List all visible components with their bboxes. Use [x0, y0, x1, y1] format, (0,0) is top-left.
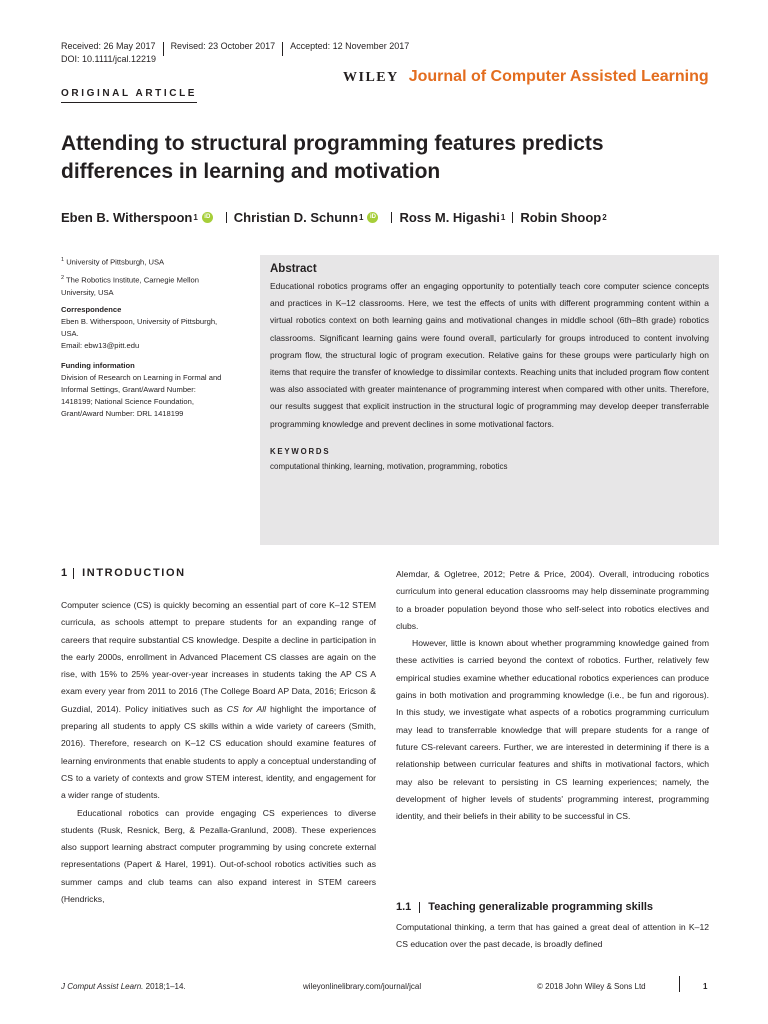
paragraph: Computational thinking, a term that has gained a great deal of attention in K–12 CS education over the past decade, is broadly defined — [396, 922, 709, 950]
footer-url[interactable]: wileyonlinelibrary.com/journal/jcal — [303, 982, 422, 991]
footer-citation — [61, 982, 186, 991]
footer-copyright: © 2018 John Wiley & Sons Ltd — [537, 982, 646, 991]
subsection-number: 1.1 — [396, 901, 412, 913]
funding-line: 1418199; National Science Foundation, — [61, 397, 194, 406]
funding — [61, 360, 246, 420]
affiliation-text: University of Pittsburgh, USA — [66, 257, 165, 267]
affiliation-number: 2 — [61, 275, 65, 281]
divider — [679, 976, 680, 992]
body-column-left — [61, 597, 376, 908]
keywords: computational thinking, learning, motivation, programming, robotics — [270, 461, 508, 471]
divider — [226, 212, 227, 223]
citation-volume: 2018;1–14. — [145, 982, 186, 991]
funding-line: Division of Research on Learning in Formal and — [61, 373, 222, 382]
divider — [282, 42, 283, 56]
author-affiliation: 2 — [602, 213, 607, 222]
received-date: Received: 26 May 2017 — [61, 41, 156, 51]
correspondence-line: Eben B. Witherspoon, University of Pittsburgh, — [61, 317, 218, 326]
publisher-logo: WILEY — [343, 70, 399, 85]
funding-line: Informal Settings, Grant/Award Number: — [61, 385, 196, 394]
author-affiliation: 1 — [500, 213, 506, 222]
journal-brand — [343, 68, 709, 86]
publication-dates — [61, 36, 416, 56]
subsection-heading — [396, 901, 653, 913]
paragraph: Computer science (CS) is quickly becoming an essential part of core K–12 STEM curricula, as schools attempt to prepare students for an expanding range of careers that require substantial CS knowledge. Despite a decline in participation in the early 2000s, enrollment in Advanced Placement CS classes are again on the rise, with 15% to 25% year-over-year increases in students taking the AP CS A exam every year from 2011 to 2016 (The College Board AP Data, 2016; Ericson & Guzdial, 2014). Policy initiatives such as CS for All highlight the importance of preparing all students to apply CS skills within a wide variety of careers (Smith, 2016). Therefore, research on K–12 CS education should examine features of learning environments that enable students to apply a conceptual understanding of CS to a variety of contexts and grow STEM interest, identity, and engagement for a wider range of students. — [61, 600, 376, 801]
divider — [512, 212, 513, 223]
section-number: 1 — [61, 567, 68, 579]
author-name[interactable]: Eben B. Witherspoon — [61, 210, 193, 225]
funding-heading: Funding information — [61, 361, 135, 370]
author-name[interactable]: Christian D. Schunn — [233, 210, 359, 225]
funding-line: Grant/Award Number: DRL 1418199 — [61, 409, 184, 418]
paragraph: Alemdar, & Ogletree, 2012; Petre & Price, 2004). Overall, introducing robotics curriculum into general education classrooms may help disseminate programming to a broader population beyond those who self-select into robotics electives and clubs. — [396, 569, 709, 631]
author-name[interactable]: Robin Shoop — [520, 210, 602, 225]
article-title: Attending to structural programming features predicts differences in learning and motivation — [61, 132, 604, 183]
author-list — [61, 210, 607, 225]
affiliation-text: University, USA — [61, 287, 114, 297]
abstract-text: Educational robotics programs offer an engaging opportunity to potentially teach core computer science concepts and practices in K–12 classrooms. Here, we test the effects of units with different programming content within a virtual robotics context on both learning gains and motivational changes in middle school (6th–8th grade) robotics classrooms. Significant learning gains were found overall, particularly for groups introduced to content involving program flow, the structural logic of program execution. Relative gains for these groups were particularly high on items that require the transfer of knowledge to dissimilar contexts. Reaching units that included program flow content was also associated with greater maintenance of programming interest when compared with other units. Therefore, our results suggest that explicit instruction in the structural logic of programming may develop deeper transferrable programming knowledge and prevent declines in some motivational factors. — [270, 281, 709, 429]
accepted-date: Accepted: 12 November 2017 — [290, 41, 410, 51]
emphasis: CS for All — [226, 703, 267, 714]
subsection-title: Teaching generalizable programming skills — [428, 901, 654, 913]
journal-name: Journal of Computer Assisted Learning — [408, 68, 709, 85]
affiliation-number: 1 — [61, 257, 65, 263]
correspondence-email[interactable]: Email: ebw13@pitt.edu — [61, 341, 140, 350]
body-column-right-continued — [396, 919, 709, 954]
orcid-icon[interactable]: iD — [367, 212, 378, 223]
divider — [419, 902, 420, 913]
abstract-heading: Abstract — [270, 263, 317, 275]
affiliation-text: The Robotics Institute, Carnegie Mellon — [66, 275, 200, 285]
affiliation-1 — [61, 254, 246, 269]
citation-journal: J Comput Assist Learn. — [61, 982, 144, 991]
article-type: ORIGINAL ARTICLE — [61, 88, 197, 103]
affiliation-2 — [61, 272, 246, 299]
section-heading — [61, 567, 186, 579]
revised-date: Revised: 23 October 2017 — [170, 41, 276, 51]
correspondence-line: USA. — [61, 329, 79, 338]
abstract-box — [260, 255, 719, 545]
section-title: INTRODUCTION — [82, 567, 186, 579]
divider — [163, 42, 164, 56]
doi[interactable]: DOI: 10.1111/jcal.12219 — [61, 54, 157, 64]
author-name[interactable]: Ross M. Higashi — [399, 210, 500, 225]
page-number: 1 — [703, 982, 708, 991]
paragraph: However, little is known about whether programming knowledge gained from these activities is carried beyond the context of robotics. Further, relatively few empirical studies examine whether educational robotics experiences can produce gains in both motivation and programming knowledge (i.e., be fun and rigorous). In this study, we investigate what aspects of a robotics programming curriculum may lead to transferrable knowledge that will prepare students for a range of future CS-relevant careers. Further, we are interested in determining if there is a relationship between curricular features and shifts in motivational factors, which may also be relevant to persisting in CS learning experiences; namely, the development of higher levels of students' programming interest, programming identity, and their beliefs in their ability to be successful in CS. — [396, 638, 709, 822]
orcid-icon[interactable]: iD — [202, 212, 213, 223]
keywords-heading: KEYWORDS — [270, 446, 331, 456]
divider — [391, 212, 392, 223]
correspondence-heading: Correspondence — [61, 305, 122, 314]
body-column-right — [396, 566, 709, 825]
author-affiliation: 1 — [193, 213, 198, 222]
divider — [73, 568, 74, 579]
correspondence — [61, 304, 246, 352]
author-affiliation: 1 — [359, 213, 364, 222]
paragraph: Educational robotics can provide engaging CS experiences to diverse students (Rusk, Resnick, Berg, & Pezalla-Granlund, 2008). These experiences also support learning abstract computer programming by using concrete external representations (Papert & Harel, 1991). Out-of-school robotics activities such as summer camps and club teams can also expand interest in STEM careers (Hendricks, — [61, 807, 376, 905]
